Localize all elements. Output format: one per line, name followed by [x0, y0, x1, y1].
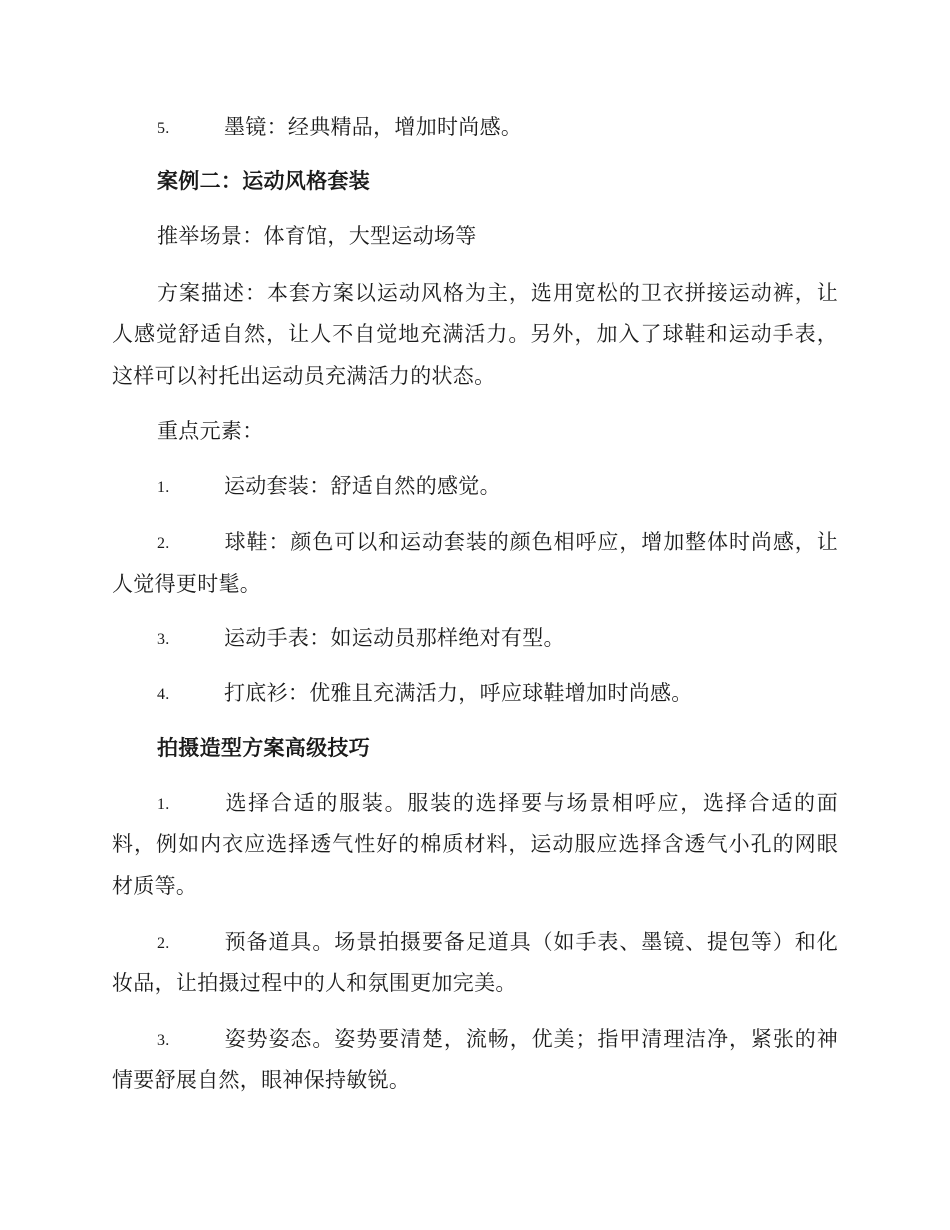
- list-item-number: 4.: [157, 686, 170, 703]
- key-elements-label: 重点元素：: [157, 419, 264, 443]
- list-item-text: 墨镜：经典精品，增加时尚感。: [224, 115, 523, 139]
- list-item-text: 运动手表：如运动员那样绝对有型。: [224, 626, 565, 650]
- description-line: 人感觉舒适自然，让人不自觉地充满活力。另外，加入了球鞋和运动手表，: [112, 322, 838, 346]
- list-item-continuation: 料，例如内衣应选择透气性好的棉质材料，运动服应选择含透气小孔的网眼: [112, 832, 838, 856]
- list-item: [157, 113, 838, 143]
- list-item-continuation: 人觉得更时髦。: [112, 572, 262, 596]
- list-item-continuation: 妆品，让拍摄过程中的人和氛围更加完美。: [112, 971, 517, 995]
- list-item-text: 姿势姿态。姿势要清楚，流畅，优美；指甲清理洁净，紧张的神: [224, 1027, 838, 1051]
- list-item-text: 打底衫：优雅且充满活力，呼应球鞋增加时尚感。: [224, 681, 693, 705]
- list-item-number: 2.: [157, 935, 170, 952]
- list-item-number: 2.: [157, 535, 170, 552]
- list-item: [157, 528, 838, 558]
- list-item-text: 选择合适的服装。服装的选择要与场景相呼应，选择合适的面: [224, 791, 838, 815]
- list-item: [157, 928, 838, 958]
- list-item-number: 3.: [157, 631, 170, 648]
- list-item-number: 1.: [157, 479, 170, 496]
- list-item: [157, 1025, 838, 1055]
- description-line: 方案描述：本套方案以运动风格为主，选用宽松的卫衣拼接运动裤，让: [157, 281, 838, 305]
- section-heading: 案例二：运动风格套装: [157, 168, 370, 193]
- description-line: 这样可以衬托出运动员充满活力的状态。: [112, 364, 496, 388]
- scene-paragraph: 推举场景：体育馆，大型运动场等: [157, 224, 477, 248]
- list-item: [157, 789, 838, 819]
- list-item: [157, 472, 838, 502]
- list-item-continuation: 材质等。: [112, 874, 198, 898]
- list-item: [157, 624, 838, 654]
- list-item-number: 3.: [157, 1032, 170, 1049]
- list-item-text: 运动套装：舒适自然的感觉。: [224, 474, 501, 498]
- list-item-number: 5.: [157, 120, 170, 137]
- section-heading: 拍摄造型方案高级技巧: [157, 735, 370, 760]
- list-item-number: 1.: [157, 796, 170, 813]
- list-item-continuation: 情要舒展自然，眼神保持敏锐。: [112, 1068, 411, 1092]
- list-item-text: 球鞋：颜色可以和运动套装的颜色相呼应，增加整体时尚感，让: [224, 530, 838, 554]
- list-item-text: 预备道具。场景拍摄要备足道具（如手表、墨镜、提包等）和化: [224, 930, 838, 954]
- list-item: [157, 679, 838, 709]
